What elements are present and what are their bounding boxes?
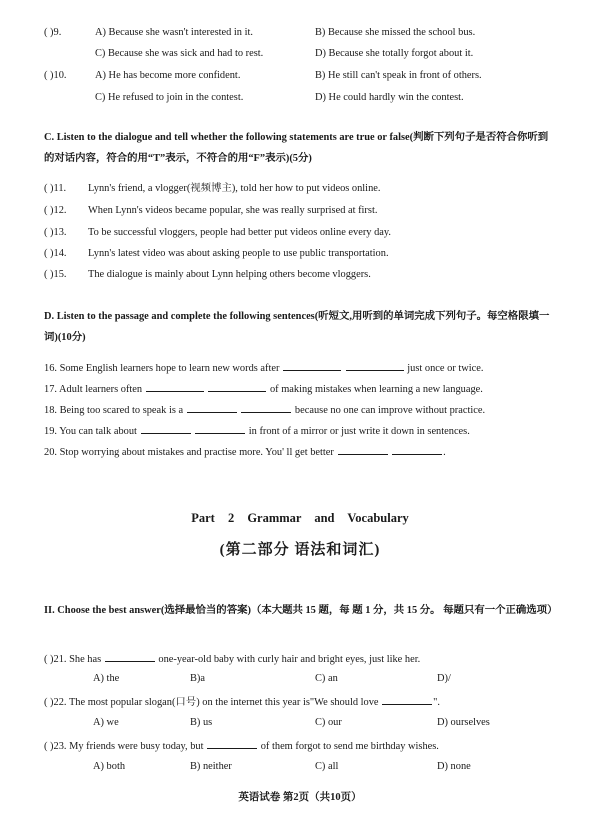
question-20-text: 20. Stop worrying about mistakes and practise more. You' ll get better [44, 447, 334, 458]
question-18-text: 18. Being too scared to speak is a [44, 405, 184, 416]
question-17 [44, 382, 483, 396]
question-16 [44, 361, 483, 375]
question-21-tail: one-year-old baby with curly hair and bright eyes, just like her. [158, 654, 421, 665]
question-21-option-a: A) the [93, 673, 120, 684]
question-22-option-b: B) us [190, 717, 213, 728]
question-22-text: The most popular slogan(口号) on the internet this year is"We should love [68, 697, 379, 708]
question-20-tail: . [443, 447, 446, 458]
question-19-tail: in front of a mirror or just write it down in sentences. [248, 426, 470, 437]
section-d-heading: D. Listen to the passage and complete the following sentences(听短文,用听到的单词完成下列句子。每空格限填一词)(10分) [44, 311, 550, 343]
question-11-text: Lynn's friend, a vlogger(视频博主), told her how to put videos online. [88, 183, 381, 194]
question-22-tail: ". [433, 697, 440, 708]
question-22-option-a: A) we [93, 717, 119, 728]
question-23-option-b: B) neither [190, 761, 232, 772]
question-13-text: To be successful vloggers, people had better put videos online every day. [88, 227, 392, 238]
question-9-number: ( )9. [44, 27, 62, 38]
question-21-option-b: B)a [190, 673, 206, 684]
question-10-option-b: B) He still can't speak in front of others. [315, 70, 482, 81]
question-15-text: The dialogue is mainly about Lynn helping others become vloggers. [88, 269, 371, 280]
question-11-number: ( )11. [44, 183, 67, 194]
question-19 [44, 424, 470, 438]
answer-blank[interactable] [382, 695, 432, 705]
question-10-option-c: C) He refused to join in the contest. [95, 92, 244, 103]
answer-blank[interactable] [392, 445, 442, 455]
question-21 [44, 652, 420, 666]
answer-blank[interactable] [207, 739, 257, 749]
question-21-number: ( )21. [44, 654, 67, 665]
question-10-option-a: A) He has become more confident. [95, 70, 241, 81]
question-18 [44, 403, 485, 417]
question-23-option-a: A) both [93, 761, 126, 772]
question-9-option-a: A) Because she wasn't interested in it. [95, 27, 253, 38]
question-22-option-c: C) our [315, 717, 342, 728]
part-2-subtitle: (第二部分 语法和词汇) [219, 542, 381, 558]
question-22-number: ( )22. [44, 697, 67, 708]
answer-blank[interactable] [283, 361, 341, 371]
answer-blank[interactable] [187, 403, 237, 413]
answer-blank[interactable] [105, 652, 155, 662]
section-ii-heading: II. Choose the best answer(选择最恰当的答案)（本大题共 15 题，每 题 1 分，共 15 分。 每题只有一个正确选项） [44, 605, 558, 616]
question-12-number: ( )12. [44, 205, 67, 216]
question-10-number: ( )10. [44, 70, 67, 81]
question-10-option-d: D) He could hardly win the contest. [315, 92, 464, 103]
question-18-tail: because no one can improve without practice. [294, 405, 486, 416]
question-23-number: ( )23. [44, 741, 67, 752]
answer-blank[interactable] [195, 424, 245, 434]
section-c-heading: C. Listen to the dialogue and tell whether the following statements are true or false(判断下列句子是否符合你听到的对话内容，符合的用“T”表示，不符合的用“F”表示)(5分) [44, 132, 549, 164]
question-17-tail: of making mistakes when learning a new language. [269, 384, 483, 395]
answer-blank[interactable] [338, 445, 388, 455]
question-9-option-d: D) Because she totally forgot about it. [315, 48, 474, 59]
answer-blank[interactable] [146, 382, 204, 392]
question-12-text: When Lynn's videos became popular, she was really surprised at first. [88, 205, 378, 216]
answer-blank[interactable] [208, 382, 266, 392]
question-23 [44, 739, 439, 753]
question-15-number: ( )15. [44, 269, 67, 280]
question-22-option-d: D) ourselves [437, 717, 490, 728]
question-23-text: My friends were busy today, but [69, 741, 204, 752]
question-23-tail: of them forgot to send me birthday wishes. [260, 741, 439, 752]
question-21-option-c: C) an [315, 673, 338, 684]
question-13-number: ( )13. [44, 227, 67, 238]
question-23-option-c: C) all [315, 761, 339, 772]
answer-blank[interactable] [241, 403, 291, 413]
answer-blank[interactable] [141, 424, 191, 434]
question-16-tail: just once or twice. [407, 363, 484, 374]
question-17-text: 17. Adult learners often [44, 384, 143, 395]
part-2-title: Part 2 Grammar and Vocabulary [191, 511, 409, 525]
page-footer: 英语试卷 第2页（共10页） [238, 792, 362, 803]
question-19-text: 19. You can talk about [44, 426, 137, 437]
question-22 [44, 695, 440, 709]
question-14-number: ( )14. [44, 248, 67, 259]
question-21-text: She has [69, 654, 102, 665]
answer-blank[interactable] [346, 361, 404, 371]
question-9-option-b: B) Because she missed the school bus. [315, 27, 476, 38]
question-23-option-d: D) none [437, 761, 471, 772]
question-16-text: 16. Some English learners hope to learn new words after [44, 363, 280, 374]
question-21-option-d: D)/ [437, 673, 451, 684]
question-14-text: Lynn's latest video was about asking people to use public transportation. [88, 248, 389, 259]
question-9-option-c: C) Because she was sick and had to rest. [95, 48, 264, 59]
question-20 [44, 445, 446, 459]
